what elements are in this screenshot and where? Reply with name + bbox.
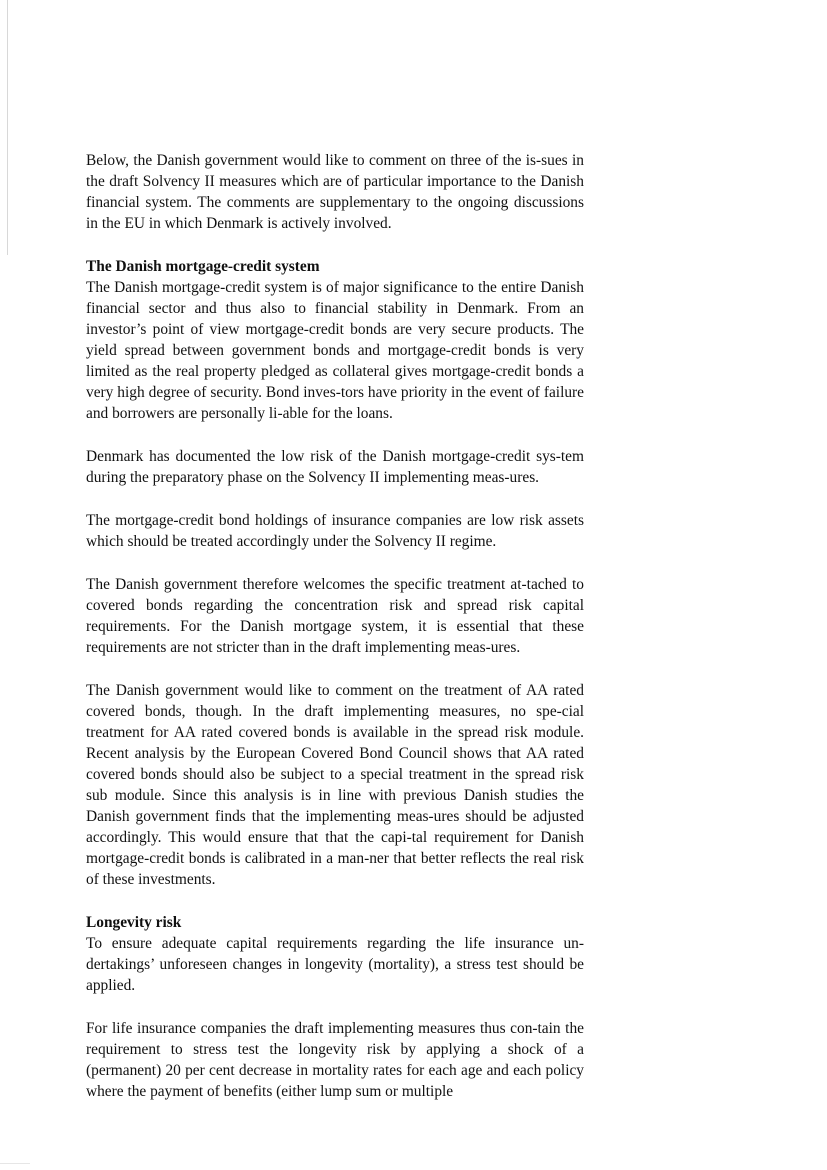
section-heading: The Danish mortgage-credit system [86,258,320,275]
body-paragraph: Denmark has documented the low risk of the Danish mortgage-credit sys-tem during the preparatory phase on the Solvency II implementing meas-ures. [86,448,584,486]
body-paragraph: The Danish mortgage-credit system is of major significance to the entire Danish financial sector and thus also to financial stability in Denmark. From an investor’s point of view mortgage-credit bonds are very secure products. The yield spread between government bonds and mortgage-credit bonds is very limited as the real property pledged as collateral gives mortgage-credit bonds a very high degree of security. Bond inves-tors have priority in the event of failure and borrowers are personally li-able for the loans. [86,279,584,422]
body-paragraph: The Danish government would like to comment on the treatment of AA rated covered bonds, though. In the draft implementing measures, no spe-cial treatment for AA rated covered bonds is available in the spread risk module. Recent analysis by the European Covered Bond Council shows that AA rated covered bonds should also be subject to a special treatment in the spread risk sub module. Since this analysis is in line with previous Danish studies the Danish government finds that the implementing meas-ures should be adjusted accordingly. This would ensure that that the capi-tal requirement for Danish mortgage-credit bonds is calibrated in a man-ner that better reflects the real risk of these investments. [86,682,584,888]
body-paragraph: For life insurance companies the draft implementing measures thus con-tain the requirement to stress test the longevity risk by applying a shock of a (permanent) 20 per cent decrease in mortality rates for each age and each policy where the payment of benefits (either lump sum or multiple [86,1020,584,1100]
scan-edge-mark-bottom [0,1163,30,1164]
intro-paragraph: Below, the Danish government would like to comment on three of the is-sues in the draft Solvency II measures which are of particular importance to the Danish financial system. The comments are supplementary to the ongoing discussions in the EU in which Denmark is actively involved. [86,152,584,232]
body-paragraph: The Danish government therefore welcomes the specific treatment at-tached to covered bonds regarding the concentration risk and spread risk capital requirements. For the Danish mortgage system, it is essential that these requirements are not stricter than in the draft implementing meas-ures. [86,576,584,656]
scan-edge-mark [7,0,8,255]
section-heading: Longevity risk [86,914,182,931]
body-paragraph: To ensure adequate capital requirements regarding the life insurance un-dertakings’ unforeseen changes in longevity (mortality), a stress test should be applied. [86,935,584,994]
body-paragraph: The mortgage-credit bond holdings of insurance companies are low risk assets which should be treated accordingly under the Solvency II regime. [86,512,584,550]
section-mortgage-credit [86,256,584,890]
section-longevity-risk [86,912,584,1102]
document-body [86,150,584,1124]
